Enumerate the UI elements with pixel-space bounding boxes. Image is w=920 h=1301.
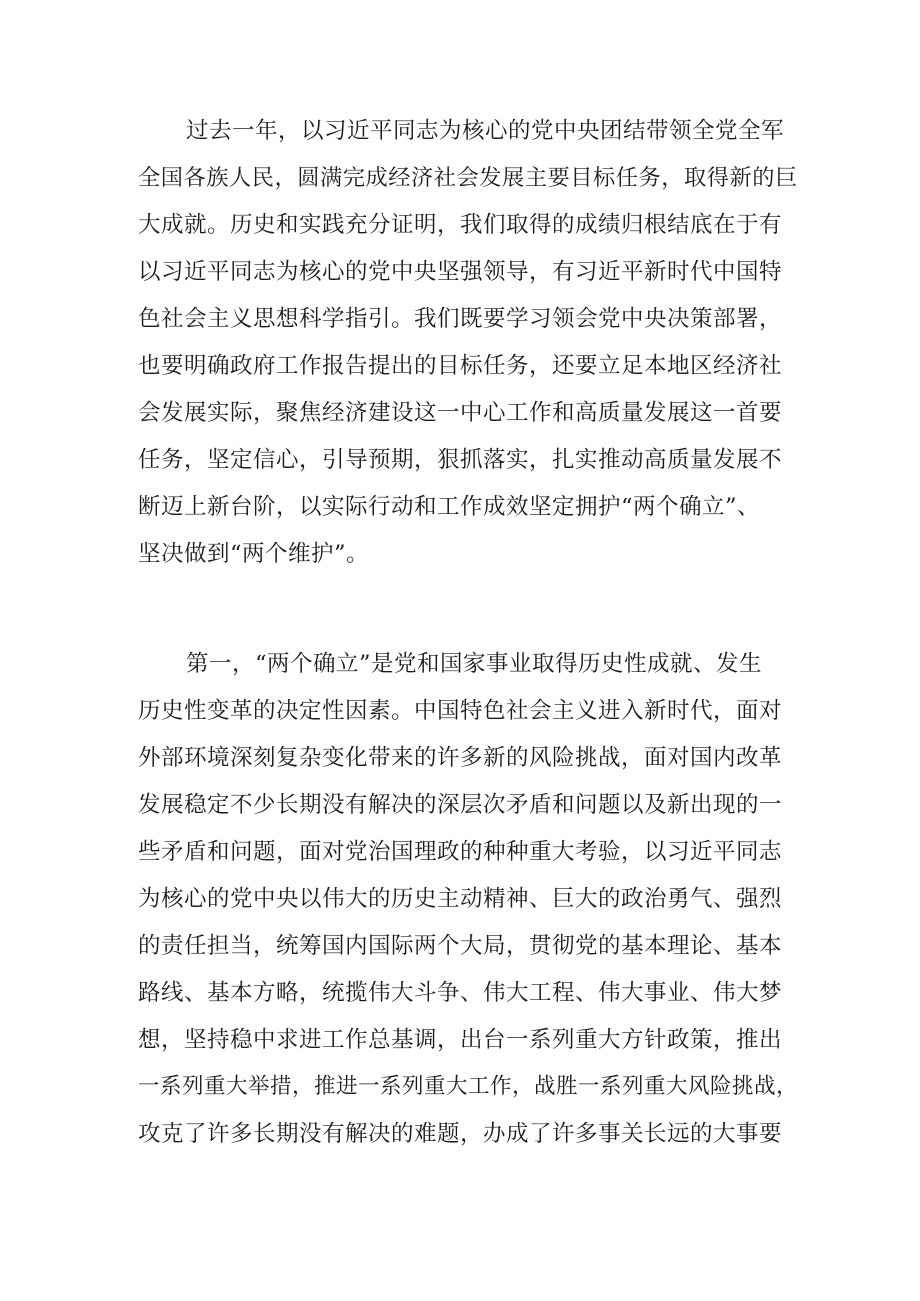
paragraph-line: 以习近平同志为核心的党中央坚强领导，有习近平新时代中国特 [138,259,783,285]
paragraph-line: 历史性变革的决定性因素。中国特色社会主义进入新时代，面对 [138,698,783,724]
paragraph-line: 任务，坚定信心，引导预期，狠抓落实，扎实推动高质量发展不 [138,447,783,473]
paragraph-line: 为核心的党中央以伟大的历史主动精神、巨大的政治勇气、强烈 [138,886,783,912]
paragraph-line: 发展稳定不少长期没有解决的深层次矛盾和问题以及新出现的一 [138,792,783,818]
paragraph-line: 大成就。历史和实践充分证明，我们取得的成绩归根结底在于有 [138,212,783,238]
paragraph-line: 路线、基本方略，统揽伟大斗争、伟大工程、伟大事业、伟大梦 [138,980,783,1006]
paragraph-line: 会发展实际，聚焦经济建设这一中心工作和高质量发展这一首要 [138,400,783,426]
paragraph-line: 第一，“两个确立”是党和国家事业取得历史性成就、发生 [186,651,763,677]
paragraph-line: 外部环境深刻复杂变化带来的许多新的风险挑战，面对国内改革 [138,745,783,771]
paragraph-line: 全国各族人民，圆满完成经济社会发展主要目标任务，取得新的巨 [138,165,798,191]
paragraph-line: 攻克了许多长期没有解决的难题，办成了许多事关长远的大事要 [138,1121,783,1147]
paragraph-line: 过去一年，以习近平同志为核心的党中央团结带领全党全军 [186,118,785,144]
paragraph-line: 色社会主义思想科学指引。我们既要学习领会党中央决策部署， [138,306,783,332]
paragraph-line: 想，坚持稳中求进工作总基调，出台一系列重大方针政策，推出 [138,1027,783,1053]
paragraph-line: 断迈上新台阶，以实际行动和工作成效坚定拥护“两个确立”、 [138,494,761,520]
paragraph-line: 一系列重大举措，推进一系列重大工作，战胜一系列重大风险挑战， [138,1074,799,1099]
paragraph-line: 也要明确政府工作报告提出的目标任务，还要立足本地区经济社 [138,353,783,379]
paragraph-line: 些矛盾和问题，面对党治国理政的种种重大考验，以习近平同志 [138,839,783,865]
paragraph-line: 坚决做到“两个维护”。 [138,541,370,567]
paragraph-line: 的责任担当，统筹国内国际两个大局，贯彻党的基本理论、基本 [138,933,783,959]
